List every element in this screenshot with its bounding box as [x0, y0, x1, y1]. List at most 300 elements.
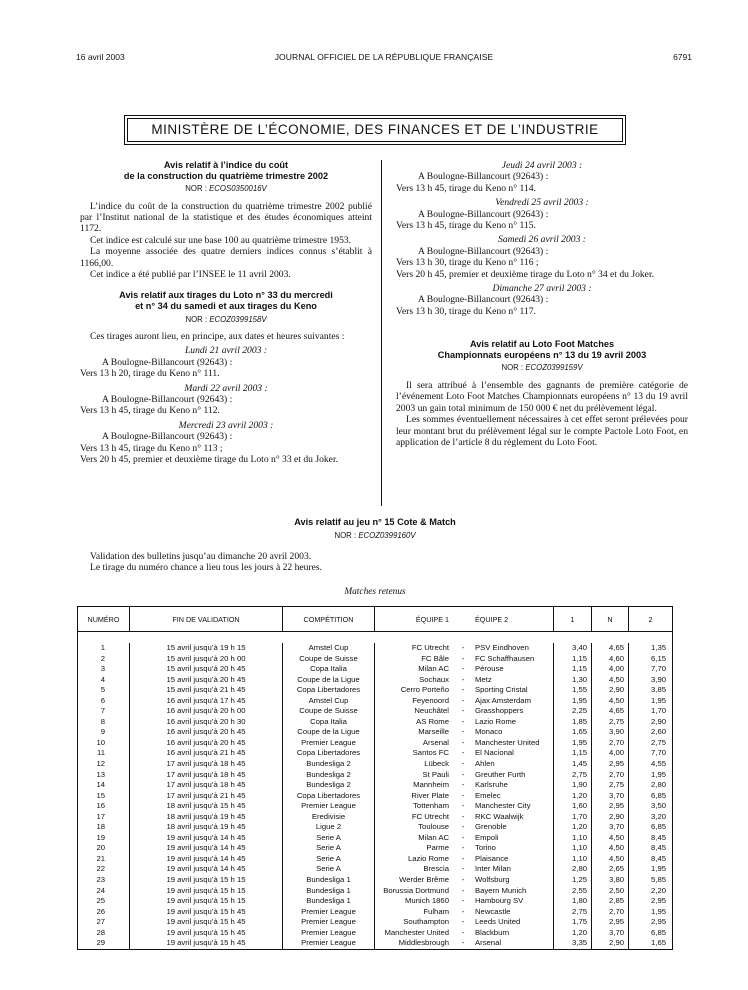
- row-cote-2: 7,70: [651, 664, 666, 674]
- row-cote-2: 1,35: [651, 643, 666, 652]
- row-cote-1: 1,55: [554, 685, 592, 696]
- row-equipe1: Marseille: [418, 727, 449, 737]
- page-number: 6791: [673, 52, 692, 62]
- row-fin-validation: 16 avril jusqu’à 20 h 00: [130, 706, 283, 717]
- row-competition: Premier League: [283, 907, 375, 918]
- row-equipe1: Borussia Dortmund: [383, 885, 449, 895]
- row-cote-n: 2,75: [592, 780, 629, 791]
- row-equipe1: Mannheim: [413, 780, 449, 790]
- row-cote-1: 1,85: [554, 717, 592, 728]
- row-cote-n: 3,80: [592, 875, 629, 886]
- row-equipe2: PSV Eindhoven: [473, 643, 554, 654]
- row-equipe2: Manchester United: [473, 738, 554, 749]
- notice1-paragraph: Cet indice a été publié par l’INSEE le 11 avril 2003.: [90, 269, 291, 281]
- notice1-paragraph: L’indice du coût de la construction du quatrième trimestre 2002 publié par l’Institut national de la statistique et des études économiques atteint 1172.: [80, 200, 372, 235]
- row-cote-n: 4,00: [592, 748, 629, 759]
- row-cote-1: 1,95: [554, 696, 592, 707]
- row-cote-1: 3,40: [554, 643, 592, 654]
- table-row: [78, 791, 672, 802]
- row-fin-validation: 17 avril jusqu’à 18 h 45: [130, 759, 283, 770]
- row-cote-1: 1,60: [554, 801, 592, 812]
- row-separator: -: [461, 674, 465, 684]
- row-competition: Ligue 2: [283, 822, 375, 833]
- row-numero: 4: [78, 675, 130, 686]
- notice3-nor: NOR : ECOZ0399159V: [501, 363, 583, 373]
- row-equipe2: Bayern Munich: [473, 886, 554, 897]
- row-competition: Copa Italia: [283, 664, 375, 675]
- table-row: [78, 685, 672, 696]
- row-separator: -: [461, 727, 465, 737]
- row-cote-1: 2,25: [554, 706, 592, 717]
- row-equipe1: Manchester United: [384, 927, 449, 937]
- header-cote-2: 2: [648, 614, 653, 624]
- row-competition: Copa Libertadores: [283, 685, 375, 696]
- row-equipe2: Greuther Furth: [473, 770, 554, 781]
- notice4: [80, 517, 670, 574]
- row-cote-2: 2,20: [651, 885, 666, 895]
- draw-line: Vers 13 h 30, tirage du Keno n° 116 ;: [396, 257, 539, 269]
- table-row: [78, 896, 672, 907]
- table-row: [78, 938, 672, 949]
- row-fin-validation: 15 avril jusqu’à 20 h 45: [130, 664, 283, 675]
- draw-line: Vers 20 h 45, premier et deuxième tirage du Loto n° 34 et du Joker.: [396, 268, 655, 280]
- row-cote-n: 2,90: [592, 938, 629, 949]
- row-competition: Amstel Cup: [283, 643, 375, 654]
- row-cote-2: 4,55: [651, 759, 666, 769]
- row-numero: 2: [78, 654, 130, 665]
- table-row: [78, 812, 672, 823]
- row-fin-validation: 19 avril jusqu’à 15 h 15: [130, 886, 283, 897]
- row-competition: Bundesliga 1: [283, 896, 375, 907]
- row-equipe1: Lübeck: [424, 759, 449, 769]
- row-cote-1: 2,75: [554, 770, 592, 781]
- row-fin-validation: 18 avril jusqu’à 19 h 45: [130, 822, 283, 833]
- row-cote-1: 1,25: [554, 875, 592, 886]
- row-fin-validation: 17 avril jusqu’à 21 h 45: [130, 791, 283, 802]
- row-cote-n: 4,50: [592, 843, 629, 854]
- row-cote-2: 8,45: [651, 853, 666, 863]
- header-competition: COMPÉTITION: [283, 607, 375, 631]
- table-row: [78, 843, 672, 854]
- row-competition: Coupe de la Ligue: [283, 675, 375, 686]
- row-cote-n: 3,70: [592, 822, 629, 833]
- notice4-paragraph: Validation des bulletins jusqu’au dimanche 20 avril 2003.: [90, 551, 312, 562]
- row-cote-n: 4,60: [592, 654, 629, 665]
- row-fin-validation: 15 avril jusqu’à 20 h 45: [130, 675, 283, 686]
- row-equipe2: Pérouse: [473, 664, 554, 675]
- row-equipe2: Emelec: [473, 791, 554, 802]
- header-numero: NUMÉRO: [78, 607, 130, 631]
- row-numero: 10: [78, 738, 130, 749]
- row-numero: 21: [78, 854, 130, 865]
- table-row: [78, 917, 672, 928]
- row-cote-n: 2,95: [592, 917, 629, 928]
- row-cote-2: 1,95: [651, 864, 666, 874]
- row-competition: Serie A: [283, 854, 375, 865]
- notice3-title: Avis relatif au Loto Foot Matches Championnats européens n° 13 du 19 avril 2003: [437, 339, 647, 360]
- row-equipe1: Feyenoord: [412, 695, 449, 705]
- row-separator: -: [461, 748, 465, 758]
- row-equipe1: Middlesbrough: [398, 938, 449, 948]
- row-cote-n: 4,00: [592, 664, 629, 675]
- draw-day: Dimanche 27 avril 2003 :: [492, 283, 592, 295]
- row-cote-2: 6,85: [651, 790, 666, 800]
- row-cote-2: 2,95: [651, 896, 666, 906]
- row-equipe2: Grasshoppers: [473, 706, 554, 717]
- draw-day: Samedi 26 avril 2003 :: [498, 234, 586, 246]
- table-row: [78, 780, 672, 791]
- row-cote-1: 1,30: [554, 675, 592, 686]
- row-cote-2: 2,95: [651, 917, 666, 927]
- row-equipe2: Karlsruhe: [473, 780, 554, 791]
- draw-line: Vers 13 h 30, tirage du Keno n° 117.: [396, 305, 536, 317]
- row-equipe2: Grenoble: [473, 822, 554, 833]
- table-row: [78, 854, 672, 865]
- row-equipe2: Monaco: [473, 727, 554, 738]
- draw-line: Vers 13 h 45, tirage du Keno n° 114.: [396, 182, 536, 194]
- row-numero: 13: [78, 770, 130, 781]
- row-cote-n: 4,50: [592, 696, 629, 707]
- row-cote-1: 1,45: [554, 759, 592, 770]
- row-competition: Premier League: [283, 801, 375, 812]
- row-competition: Bundesliga 1: [283, 886, 375, 897]
- row-cote-1: 1,20: [554, 791, 592, 802]
- row-cote-1: 1,15: [554, 664, 592, 675]
- row-cote-n: 2,75: [592, 717, 629, 728]
- draw-day: Mardi 22 avril 2003 :: [184, 382, 268, 394]
- row-equipe1: Fulham: [423, 906, 449, 916]
- row-equipe2: RKC Waalwijk: [473, 812, 554, 823]
- row-numero: 25: [78, 896, 130, 907]
- row-equipe2: Sporting Cristal: [473, 685, 554, 696]
- row-numero: 15: [78, 791, 130, 802]
- row-separator: -: [461, 706, 465, 716]
- row-equipe2: FC Schaffhausen: [473, 654, 554, 665]
- row-fin-validation: 18 avril jusqu’à 15 h 45: [130, 801, 283, 812]
- row-equipe1: St Pauli: [422, 769, 449, 779]
- row-cote-1: 1,90: [554, 780, 592, 791]
- row-cote-n: 2,95: [592, 759, 629, 770]
- row-equipe1: Tottenham: [413, 801, 449, 811]
- table-row: [78, 928, 672, 939]
- row-cote-n: 2,70: [592, 907, 629, 918]
- row-competition: Copa Libertadores: [283, 791, 375, 802]
- row-separator: -: [461, 780, 465, 790]
- row-fin-validation: 19 avril jusqu’à 14 h 45: [130, 843, 283, 854]
- row-competition: Bundesliga 2: [283, 770, 375, 781]
- row-numero: 20: [78, 843, 130, 854]
- row-fin-validation: 16 avril jusqu’à 17 h 45: [130, 696, 283, 707]
- table-row: [78, 675, 672, 686]
- row-fin-validation: 19 avril jusqu’à 15 h 45: [130, 907, 283, 918]
- header-cote-1: 1: [554, 607, 592, 631]
- notice1-paragraph: La moyenne associée des quatre derniers indices connus s’établit à 1166,00.: [80, 246, 372, 269]
- row-competition: Serie A: [283, 843, 375, 854]
- row-cote-n: 2,85: [592, 896, 629, 907]
- row-competition: Bundesliga 1: [283, 875, 375, 886]
- table-row: [78, 717, 672, 728]
- header-equipe2: ÉQUIPE 2: [473, 607, 554, 631]
- table-row: [78, 886, 672, 897]
- row-cote-2: 2,60: [651, 727, 666, 737]
- notice2-nor: NOR : ECOZ0399158V: [185, 314, 267, 324]
- row-cote-n: 2,90: [592, 685, 629, 696]
- row-separator: -: [461, 917, 465, 927]
- row-cote-1: 1,15: [554, 748, 592, 759]
- table-row: [78, 664, 672, 675]
- row-numero: 7: [78, 706, 130, 717]
- row-cote-2: 3,90: [651, 674, 666, 684]
- row-separator: -: [461, 653, 465, 663]
- row-equipe2: Metz: [473, 675, 554, 686]
- row-separator: -: [461, 832, 465, 842]
- row-cote-2: 2,75: [651, 737, 666, 747]
- row-equipe1: FC Utrecht: [411, 811, 449, 821]
- row-separator: -: [461, 843, 465, 853]
- row-numero: 12: [78, 759, 130, 770]
- table-row: [78, 654, 672, 665]
- row-separator: -: [461, 801, 465, 811]
- row-cote-n: 3,70: [592, 791, 629, 802]
- row-cote-1: 3,35: [554, 938, 592, 949]
- row-fin-validation: 19 avril jusqu’à 15 h 15: [130, 875, 283, 886]
- row-competition: Coupe de la Ligue: [283, 727, 375, 738]
- row-cote-1: 1,15: [554, 654, 592, 665]
- row-cote-n: 4,65: [592, 706, 629, 717]
- row-equipe2: Blackburn: [473, 928, 554, 939]
- ministry-heading: MINISTÈRE DE L’ÉCONOMIE, DES FINANCES ET DE L’INDUSTRIE: [127, 118, 623, 142]
- draw-day: Vendredi 25 avril 2003 :: [495, 197, 589, 209]
- matches-table: [77, 606, 673, 950]
- column-divider: [381, 160, 382, 506]
- row-numero: 14: [78, 780, 130, 791]
- row-separator: -: [461, 685, 465, 695]
- draw-line: Vers 20 h 45, premier et deuxième tirage du Loto n° 33 et du Joker.: [80, 454, 339, 466]
- row-equipe2: Manchester City: [473, 801, 554, 812]
- row-cote-2: 1,95: [651, 769, 666, 779]
- row-separator: -: [461, 906, 465, 916]
- notice4-paragraph: Le tirage du numéro chance a lieu tous les jours à 22 heures.: [90, 562, 323, 574]
- row-separator: -: [461, 643, 465, 652]
- notice4-nor: NOR : ECOZ0399160V: [334, 530, 416, 540]
- header-date: 16 avril 2003: [76, 52, 125, 62]
- row-cote-n: 4,50: [592, 854, 629, 865]
- row-fin-validation: 19 avril jusqu’à 14 h 45: [130, 864, 283, 875]
- notice3-paragraph: Les sommes éventuellement nécessaires à cet effet seront prélevées pour leur montant brut du prélèvement légal sur le compte Pactole Loto Foot, en application de l’article 8 du règlement du Loto Foot.: [396, 414, 688, 448]
- row-equipe2: Newcastle: [473, 907, 554, 918]
- row-equipe1: River Plate: [411, 790, 449, 800]
- row-separator: -: [461, 811, 465, 821]
- row-cote-2: 3,20: [651, 811, 666, 821]
- row-cote-1: 1,80: [554, 896, 592, 907]
- row-equipe1: Arsenal: [422, 737, 449, 747]
- row-cote-1: 1,20: [554, 928, 592, 939]
- row-competition: Coupe de Suisse: [283, 706, 375, 717]
- draw-day: Mercredi 23 avril 2003 :: [178, 419, 274, 431]
- row-separator: -: [461, 790, 465, 800]
- row-cote-1: 2,55: [554, 886, 592, 897]
- row-separator: -: [461, 822, 465, 832]
- row-cote-n: 2,65: [592, 864, 629, 875]
- row-separator: -: [461, 664, 465, 674]
- row-cote-2: 1,70: [651, 706, 666, 716]
- draw-place: A Boulogne-Billancourt (92643) :: [418, 208, 549, 220]
- row-cote-1: 2,80: [554, 864, 592, 875]
- row-cote-1: 1,70: [554, 812, 592, 823]
- row-fin-validation: 17 avril jusqu’à 18 h 45: [130, 770, 283, 781]
- row-cote-n: 2,70: [592, 738, 629, 749]
- row-cote-1: 1,95: [554, 738, 592, 749]
- table-body: [78, 632, 672, 949]
- row-equipe2: Plaisance: [473, 854, 554, 865]
- row-cote-1: 1,75: [554, 917, 592, 928]
- table-row: [78, 864, 672, 875]
- draw-line: Vers 13 h 20, tirage du Keno n° 111.: [80, 368, 220, 380]
- row-equipe1: Santos FC: [412, 748, 449, 758]
- header-cote-n: N: [592, 607, 629, 631]
- row-equipe1: AS Rome: [416, 716, 449, 726]
- notice4-title: Avis relatif au jeu n° 15 Cote & Match: [294, 517, 456, 527]
- row-cote-n: 2,90: [592, 812, 629, 823]
- row-cote-2: 6,85: [651, 822, 666, 832]
- row-competition: Premier League: [283, 928, 375, 939]
- row-cote-n: 4,65: [592, 643, 629, 654]
- row-separator: -: [461, 716, 465, 726]
- row-fin-validation: 15 avril jusqu’à 21 h 45: [130, 685, 283, 696]
- draw-line: Vers 13 h 45, tirage du Keno n° 115.: [396, 220, 536, 232]
- draw-place: A Boulogne-Billancourt (92643) :: [102, 431, 233, 443]
- row-numero: 1: [78, 643, 130, 654]
- row-cote-n: 3,70: [592, 928, 629, 939]
- row-cote-2: 6,85: [651, 927, 666, 937]
- page-header: [76, 52, 692, 66]
- draw-line: Vers 13 h 45, tirage du Keno n° 113 ;: [80, 442, 223, 454]
- row-equipe2: Leeds United: [473, 917, 554, 928]
- row-numero: 19: [78, 833, 130, 844]
- left-column: [80, 160, 372, 466]
- row-numero: 11: [78, 748, 130, 759]
- row-separator: -: [461, 737, 465, 747]
- row-cote-2: 8,45: [651, 843, 666, 853]
- row-separator: -: [461, 759, 465, 769]
- row-equipe1: Milan AC: [418, 664, 449, 674]
- row-fin-validation: 16 avril jusqu’à 21 h 45: [130, 748, 283, 759]
- row-cote-1: 1,10: [554, 843, 592, 854]
- row-separator: -: [461, 769, 465, 779]
- row-separator: -: [461, 938, 465, 948]
- table-row: [78, 727, 672, 738]
- draw-line: Vers 13 h 45, tirage du Keno n° 112.: [80, 405, 220, 417]
- journal-title: JOURNAL OFFICIEL DE LA RÉPUBLIQUE FRANÇAISE: [274, 52, 494, 62]
- notice2-intro: Ces tirages auront lieu, en principe, aux dates et heures suivantes :: [90, 331, 345, 343]
- table-row: [78, 770, 672, 781]
- row-equipe2: Torino: [473, 843, 554, 854]
- row-equipe1: Cerro Porteño: [400, 685, 449, 695]
- row-equipe2: Wolfsburg: [473, 875, 554, 886]
- row-fin-validation: 18 avril jusqu’à 19 h 45: [130, 812, 283, 823]
- row-numero: 23: [78, 875, 130, 886]
- row-separator: -: [461, 896, 465, 906]
- row-numero: 18: [78, 822, 130, 833]
- row-equipe1: Brescia: [423, 864, 449, 874]
- row-cote-1: 1,20: [554, 822, 592, 833]
- row-fin-validation: 19 avril jusqu’à 15 h 45: [130, 928, 283, 939]
- draw-place: A Boulogne-Billancourt (92643) :: [418, 171, 549, 183]
- row-fin-validation: 15 avril jusqu’à 19 h 15: [130, 643, 283, 654]
- row-fin-validation: 19 avril jusqu’à 14 h 45: [130, 833, 283, 844]
- row-numero: 9: [78, 727, 130, 738]
- row-cote-2: 1,95: [651, 906, 666, 916]
- row-competition: Premier League: [283, 938, 375, 949]
- row-equipe1: FC Utrecht: [411, 643, 449, 652]
- row-separator: -: [461, 885, 465, 895]
- header-fin-validation: FIN DE VALIDATION: [130, 607, 283, 631]
- row-competition: Premier League: [283, 738, 375, 749]
- table-row: [78, 759, 672, 770]
- row-equipe1: Neuchâtel: [414, 706, 449, 716]
- row-equipe2: Hambourg SV: [473, 896, 554, 907]
- row-separator: -: [461, 695, 465, 705]
- draw-day: Lundi 21 avril 2003 :: [184, 345, 268, 357]
- row-cote-n: 2,95: [592, 801, 629, 812]
- right-column: [396, 160, 688, 448]
- row-cote-2: 6,15: [651, 653, 666, 663]
- row-competition: Premier League: [283, 917, 375, 928]
- row-cote-1: 1,10: [554, 833, 592, 844]
- row-competition: Coupe de Suisse: [283, 654, 375, 665]
- row-cote-2: 1,95: [651, 695, 666, 705]
- row-numero: 22: [78, 864, 130, 875]
- row-competition: Serie A: [283, 864, 375, 875]
- row-equipe2: Lazio Rome: [473, 717, 554, 728]
- row-fin-validation: 15 avril jusqu’à 20 h 00: [130, 654, 283, 665]
- row-cote-2: 7,70: [651, 748, 666, 758]
- row-competition: Bundesliga 2: [283, 759, 375, 770]
- table-row: [78, 822, 672, 833]
- row-cote-2: 1,65: [651, 938, 666, 948]
- row-numero: 28: [78, 928, 130, 939]
- row-cote-2: 3,50: [651, 801, 666, 811]
- row-numero: 16: [78, 801, 130, 812]
- row-separator: -: [461, 864, 465, 874]
- row-fin-validation: 16 avril jusqu’à 20 h 45: [130, 727, 283, 738]
- row-cote-2: 2,90: [651, 716, 666, 726]
- row-numero: 27: [78, 917, 130, 928]
- row-equipe1: Munich 1860: [404, 896, 449, 906]
- row-numero: 8: [78, 717, 130, 728]
- row-cote-2: 5,85: [651, 875, 666, 885]
- row-equipe2: Ajax Amsterdam: [473, 696, 554, 707]
- row-competition: Amstel Cup: [283, 696, 375, 707]
- row-separator: -: [461, 875, 465, 885]
- row-cote-2: 8,45: [651, 832, 666, 842]
- row-competition: Copa Italia: [283, 717, 375, 728]
- row-equipe1: Toulouse: [418, 822, 449, 832]
- row-equipe2: Ahlen: [473, 759, 554, 770]
- row-equipe1: FC Bâle: [421, 653, 449, 663]
- row-separator: -: [461, 853, 465, 863]
- row-cote-2: 2,80: [651, 780, 666, 790]
- row-equipe1: Parme: [426, 843, 449, 853]
- notice2-title: Avis relatif aux tirages du Loto n° 33 du mercredi et n° 34 du samedi et aux tirages du Keno: [119, 290, 333, 312]
- notice1-title: Avis relatif à l’indice du coût de la construction du quatrième trimestre 2002: [123, 160, 329, 181]
- row-fin-validation: 19 avril jusqu’à 15 h 15: [130, 896, 283, 907]
- row-cote-n: 4,50: [592, 675, 629, 686]
- notice1-paragraph: Cet indice est calculé sur une base 100 au quatrième trimestre 1953.: [90, 234, 352, 246]
- row-equipe1: Werder Brême: [399, 875, 449, 885]
- row-equipe2: Inter Milan: [473, 864, 554, 875]
- row-competition: Eredivisie: [283, 812, 375, 823]
